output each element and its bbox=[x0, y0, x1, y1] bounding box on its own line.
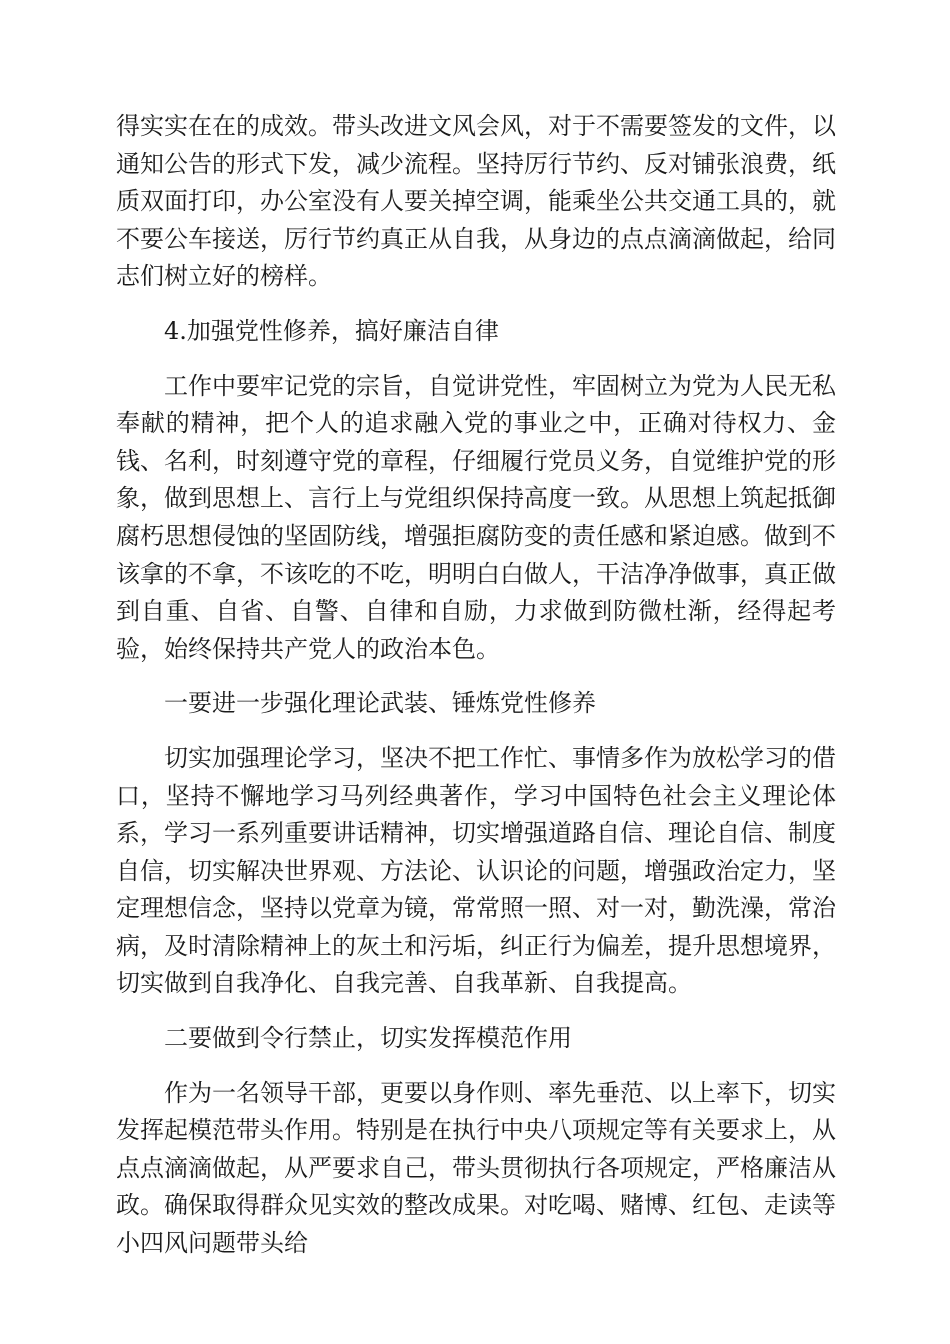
paragraph-party-spirit: 工作中要牢记党的宗旨，自觉讲党性，牢固树立为党为人民无私奉献的精神，把个人的追求融入党的事业之中，正确对待权力、金钱、名利，时刻遵守党的章程，仔细履行党员义务，自觉维护党的形象，做到思想上、言行上与党组织保持高度一致。从思想上筑起抵御腐朽思想侵蚀的坚固防线，增强拒腐防变的责任感和紧迫感。做到不该拿的不拿，不该吃的不吃，明明白白做人，干洁净净做事，真正做到自重、自省、自警、自律和自励，力求做到防微杜渐，经得起考验，始终保持共产党人的政治本色。 bbox=[116, 371, 836, 663]
document-body bbox=[116, 108, 836, 1280]
paragraph-theory-study: 切实加强理论学习，坚决不把工作忙、事情多作为放松学习的借口，坚持不懈地学习马列经典著作，学习中国特色社会主义理论体系，学习一系列重要讲话精神，切实增强道路自信、理论自信、制度自信，切实解决世界观、方法论、认识论的问题，增强政治定力，坚定理想信念，坚持以党章为镜，常常照一照、对一对，勤洗澡，常治病，及时清除精神上的灰土和污垢，纠正行为偏差，提升思想境界，切实做到自我净化、自我完善、自我革新、自我提高。 bbox=[116, 743, 836, 998]
subheading-model-role: 二要做到令行禁止，切实发挥模范作用 bbox=[164, 1024, 572, 1053]
paragraph-leadership: 作为一名领导干部，更要以身作则、率先垂范、以上率下，切实发挥起模范带头作用。特别是在执行中央八项规定等有关要求上，从点点滴滴做起，从严要求自己，带头贯彻执行各项规定，严格廉洁从政。确保取得群众见实效的整改成果。对吃喝、赌博、红包、走读等小四风问题带头给 bbox=[116, 1078, 836, 1258]
paragraph-continuation: 得实实在在的成效。带头改进文风会风，对于不需要签发的文件，以通知公告的形式下发，减少流程。坚持厉行节约、反对铺张浪费，纸质双面打印，办公室没有人要关掉空调，能乘坐公共交通工具的，就不要公车接送，厉行节约真正从自我，从身边的点点滴滴做起，给同志们树立好的榜样。 bbox=[116, 112, 836, 291]
subheading-theory: 一要进一步强化理论武装、锤炼党性修养 bbox=[164, 689, 596, 718]
section-heading-4: 4.加强党性修养，搞好廉洁自律 bbox=[164, 316, 499, 345]
